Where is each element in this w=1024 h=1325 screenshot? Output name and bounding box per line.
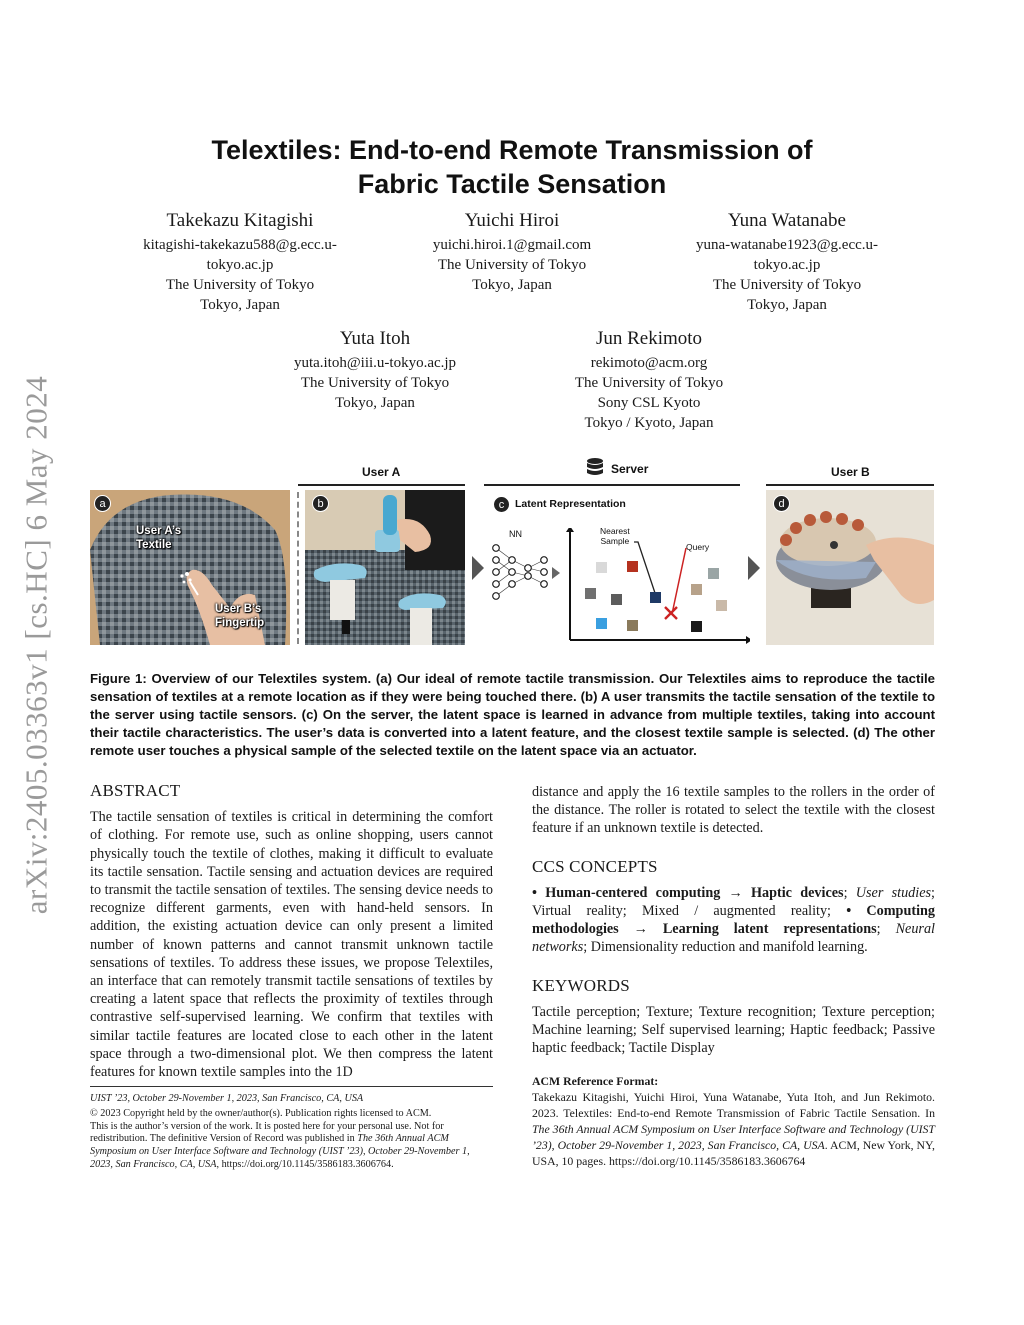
latent-representation-panel bbox=[488, 490, 750, 648]
ccs-body bbox=[532, 884, 935, 957]
label-line-2: Fingertip bbox=[215, 617, 265, 629]
author-email-cont: tokyo.ac.jp bbox=[753, 257, 821, 273]
author-affiliation: The University of Tokyo bbox=[300, 375, 450, 391]
figure-caption: Figure 1: Overview of our Telextiles system. (a) Our ideal of remote tactile transmission. Our Telextiles aims to reproduce the tactile sensation of textiles at a remote location as if they were being touched there. (b) A user transmits the tactile sensation of the textile to the server using tactile sensors. (c) On the server, the latent space is learned in advance from multiple textiles, taking into account their tactile characteristics. The user’s data is converted into a latent feature, and the closest textile sample is selected. (d) The other remote user touches a physical sample of the selected textile on the latent space via an actuator. bbox=[90, 671, 935, 758]
nearest-line-2: Sample bbox=[600, 536, 630, 546]
author-location: Tokyo, Japan bbox=[200, 297, 280, 313]
badge-a: a bbox=[94, 495, 111, 512]
ccs-sep-1: ; bbox=[843, 884, 856, 901]
footnote-conference: UIST ’23, October 29-November 1, 2023, San Francisco, CA, USA bbox=[90, 1093, 364, 1104]
author-name: Jun Rekimoto bbox=[595, 328, 703, 349]
label-line-1: User B’s bbox=[215, 603, 262, 615]
footnote-copyright: © 2023 Copyright held by the owner/author(s). Publication rights licensed to ACM. bbox=[90, 1107, 432, 1119]
reference-heading: ACM Reference Format: bbox=[532, 1074, 659, 1089]
query-label: Query bbox=[686, 542, 710, 552]
user-b-rule bbox=[766, 484, 934, 486]
author-name: Takekazu Kitagishi bbox=[166, 210, 314, 231]
badge-d: d bbox=[773, 495, 790, 512]
latent-title: Latent Representation bbox=[515, 498, 626, 510]
label-line-2: Textile bbox=[136, 539, 172, 551]
author-email: yuta.itoh@iii.u-tokyo.ac.jp bbox=[293, 355, 457, 371]
author-email: kitagishi-takekazu588@g.ecc.u- bbox=[143, 237, 337, 253]
abstract-body: The tactile sensation of textiles is critical in determining the comfort of clothing. For remote use, such as online shopping, users cannot physically touch the textile of clothes, making it difficult to evaluate its tactile sensation. Tactile sensing and actuation devices are required to transmit the tactile sensation of textiles. The sensing device needs to recognize different garments, even with hand-held sensors. In addition, the existing actuation device can only present a limited number of known patterns and cannot transmit unknown tactile sensations of textiles. To address these issues, we propose Telextiles, an interface that can remotely transmit tactile sensations of textiles by creating a latent space that reflects the proximity of textiles through contrastive self-supervised learning. We confirm that textiles with similar tactile features are located close to each other in the latent space through a two-dimensional plot. We then compress the latent features for known textile samples into the 1D bbox=[90, 809, 493, 1081]
arxiv-identifier bbox=[8, 350, 64, 940]
fig-user-a-header: User A bbox=[362, 465, 401, 479]
reference-authors: Takekazu Kitagishi, Yuichi Hiroi, Yuna Watanabe, Yuta Itoh, and Jun Rekimoto. 2023. Telextiles: End-to-end Remote Transmission of Fabric Tactile Sensation. In bbox=[532, 1090, 935, 1121]
keywords-body: Tactile perception; Texture; Texture recognition; Texture perception; Machine learning; Self supervised learning; Haptic feedback; Passive haptic feedback; Tactile Display bbox=[532, 1003, 935, 1057]
arrow-small-icon bbox=[552, 567, 560, 579]
reference-venue: The 36th Annual ACM Symposium on User Interface Software and Technology (UIST ’23), October 29-November 1, 2023, San Francisco, CA, USA bbox=[532, 1122, 935, 1153]
database-icon bbox=[585, 457, 605, 479]
title-line-1: Telextiles: End-to-end Remote Transmission of bbox=[211, 135, 813, 165]
author-name: Yuichi Hiroi bbox=[464, 210, 560, 231]
author-email-cont: tokyo.ac.jp bbox=[206, 257, 274, 273]
author-email: rekimoto@acm.org bbox=[590, 355, 708, 371]
footnote bbox=[90, 1093, 493, 1172]
author-name: Yuta Itoh bbox=[339, 328, 411, 349]
paper-title bbox=[120, 133, 904, 201]
photo-d-actuator bbox=[766, 490, 934, 645]
footnote-version-text: This is the author’s version of the work. It is posted here for your personal use. Not for redistribution. The definitive Version of Record was published in bbox=[90, 1120, 444, 1145]
author-block-4 bbox=[245, 326, 505, 413]
reference-tail: . ACM, New York, NY, USA, 10 pages. https://doi.org/10.1145/3586183.3606764 bbox=[532, 1138, 935, 1169]
ccs-item-1: User studies bbox=[855, 884, 932, 901]
arxiv-id-text: arXiv:2405.03363v1 [cs.HC] 6 May 2024 bbox=[18, 375, 53, 915]
author-affiliation: The University of Tokyo bbox=[437, 257, 587, 273]
author-affiliation: The University of Tokyo bbox=[574, 375, 724, 391]
arrow-right-icon bbox=[748, 556, 760, 580]
abstract-continuation: distance and apply the 16 textile samples to the rollers in the order of the distance. The roller is rotated to select the textile with the closest feature if an unknown textile is detected. bbox=[532, 784, 935, 837]
acm-reference bbox=[532, 1073, 935, 1169]
ccs-item-2: Neural networks bbox=[532, 921, 935, 956]
footnote-version bbox=[90, 1121, 493, 1172]
author-location: Tokyo / Kyoto, Japan bbox=[584, 415, 714, 431]
neural-network-icon bbox=[490, 540, 554, 604]
label-user-a-textile bbox=[136, 524, 181, 552]
author-location: Tokyo, Japan bbox=[472, 277, 552, 293]
abstract-heading: ABSTRACT bbox=[90, 781, 181, 800]
right-column bbox=[532, 783, 935, 1169]
author-block-1 bbox=[110, 208, 370, 315]
author-affiliation-2: Sony CSL Kyoto bbox=[597, 395, 701, 411]
dashed-separator bbox=[297, 492, 299, 644]
label-user-b-fingertip bbox=[215, 602, 264, 630]
badge-b: b bbox=[312, 495, 329, 512]
label-line-1: User A’s bbox=[136, 525, 182, 537]
fig-user-b-header: User B bbox=[831, 465, 870, 479]
footnote-venue: The 36th Annual ACM Symposium on User Interface Software and Technology (UIST ’23), October 29-November 1, 2023, San Francisco, CA, USA bbox=[90, 1133, 470, 1170]
author-block-2 bbox=[382, 208, 642, 295]
author-location: Tokyo, Japan bbox=[335, 395, 415, 411]
ccs-heading: CCS CONCEPTS bbox=[532, 856, 658, 876]
server-rule bbox=[484, 484, 740, 486]
author-affiliation: The University of Tokyo bbox=[165, 277, 315, 293]
ccs-concept-2: • Computing methodologies → Learning latent representations bbox=[532, 903, 935, 938]
footnote-rule bbox=[90, 1086, 493, 1087]
latent-scatter-plot bbox=[566, 528, 750, 646]
author-name: Yuna Watanabe bbox=[728, 210, 846, 231]
author-block-3 bbox=[657, 208, 917, 315]
photo-b-sensor bbox=[305, 490, 465, 645]
ccs-concept-1: • Human-centered computing → Haptic devices bbox=[532, 884, 844, 901]
reference-body bbox=[532, 1089, 935, 1169]
actuator-photo-illustration bbox=[766, 490, 934, 645]
badge-c: c bbox=[493, 496, 510, 513]
footnote-doi: , https://doi.org/10.1145/3586183.3606764. bbox=[216, 1158, 394, 1170]
photo-a-textile bbox=[90, 490, 290, 645]
title-line-2: Fabric Tactile Sensation bbox=[357, 169, 667, 199]
abstract-section bbox=[90, 782, 493, 1081]
author-location: Tokyo, Japan bbox=[747, 297, 827, 313]
arrow-right-icon bbox=[472, 556, 484, 580]
author-affiliation: The University of Tokyo bbox=[712, 277, 862, 293]
keywords-heading: KEYWORDS bbox=[532, 975, 630, 995]
nn-label: NN bbox=[509, 529, 522, 539]
nearest-line-1: Nearest bbox=[600, 526, 630, 536]
author-email: yuna-watanabe1923@g.ecc.u- bbox=[695, 237, 879, 253]
user-a-rule bbox=[298, 484, 465, 486]
ccs-rest-2: ; Dimensionality reduction and manifold learning. bbox=[583, 939, 868, 956]
ccs-rest-1: ; Virtual reality; Mixed / augmented reality; bbox=[532, 884, 935, 920]
sensor-photo-illustration bbox=[305, 490, 465, 645]
author-block-5 bbox=[519, 326, 779, 433]
author-email: yuichi.hiroi.1@gmail.com bbox=[432, 237, 592, 253]
ccs-sep-2: ; bbox=[876, 921, 896, 938]
fig-server-header: Server bbox=[611, 462, 649, 476]
